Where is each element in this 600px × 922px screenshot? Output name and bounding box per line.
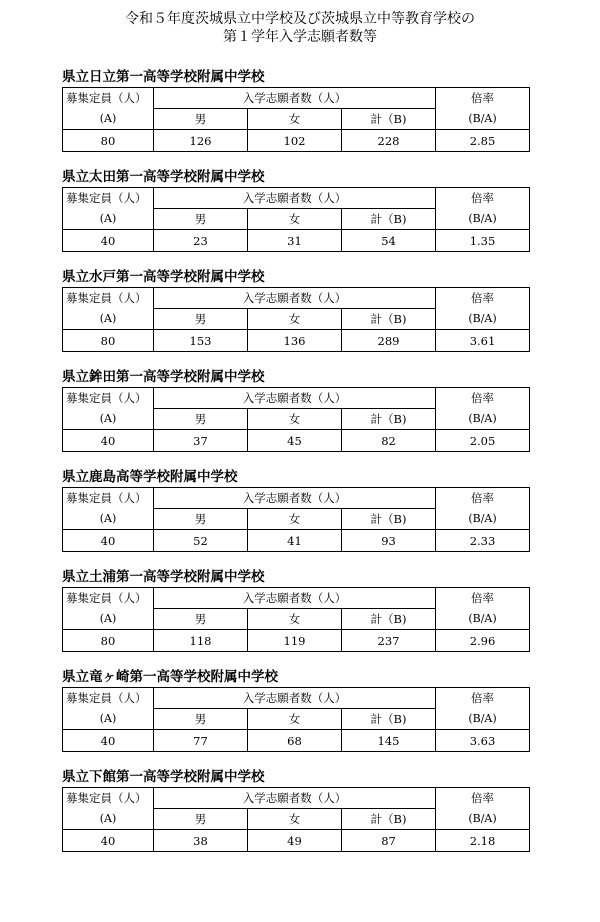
applicants-table xyxy=(62,787,530,852)
header-row xyxy=(63,188,530,209)
applicants-header: 入学志願者数（人） xyxy=(154,388,436,409)
school-name: 県立鹿島高等学校附属中学校 xyxy=(62,469,238,485)
ratio-value: 3.61 xyxy=(436,330,530,352)
male-value: 52 xyxy=(154,530,248,552)
ratio-header: 倍率 xyxy=(436,388,530,409)
total-value: 289 xyxy=(342,330,436,352)
table-row xyxy=(63,730,530,752)
male-value: 77 xyxy=(154,730,248,752)
quota-header: 募集定員（人） xyxy=(63,388,154,409)
ratio-value: 3.63 xyxy=(436,730,530,752)
quota-value: 40 xyxy=(63,730,154,752)
male-header: 男 xyxy=(154,109,248,130)
applicants-table xyxy=(62,687,530,752)
applicants-table xyxy=(62,387,530,452)
quota-value: 40 xyxy=(63,830,154,852)
quota-value: 40 xyxy=(63,430,154,452)
applicants-table xyxy=(62,87,530,152)
applicants-header: 入学志願者数（人） xyxy=(154,788,436,809)
header-row xyxy=(63,288,530,309)
male-header: 男 xyxy=(154,309,248,330)
ratio-subheader: (B/A) xyxy=(436,809,530,830)
ratio-value: 2.85 xyxy=(436,130,530,152)
school-section xyxy=(62,468,542,552)
applicants-header: 入学志願者数（人） xyxy=(154,688,436,709)
table-row xyxy=(63,230,530,252)
school-name: 県立竜ヶ崎第一高等学校附属中学校 xyxy=(62,669,278,685)
school-name: 県立鉾田第一高等学校附属中学校 xyxy=(62,369,265,385)
subheader-row xyxy=(63,809,530,830)
subheader-row xyxy=(63,209,530,230)
ratio-subheader: (B/A) xyxy=(436,209,530,230)
ratio-value: 2.18 xyxy=(436,830,530,852)
header-row xyxy=(63,488,530,509)
male-value: 153 xyxy=(154,330,248,352)
quota-subheader: (A) xyxy=(63,209,154,230)
quota-header: 募集定員（人） xyxy=(63,688,154,709)
quota-value: 40 xyxy=(63,530,154,552)
total-header: 計（B) xyxy=(342,609,436,630)
header-row xyxy=(63,588,530,609)
male-value: 23 xyxy=(154,230,248,252)
total-value: 145 xyxy=(342,730,436,752)
female-header: 女 xyxy=(248,709,342,730)
school-name: 県立太田第一高等学校附属中学校 xyxy=(62,169,265,185)
male-header: 男 xyxy=(154,409,248,430)
applicants-table xyxy=(62,487,530,552)
female-value: 68 xyxy=(248,730,342,752)
quota-subheader: (A) xyxy=(63,809,154,830)
male-value: 126 xyxy=(154,130,248,152)
school-name: 県立下館第一高等学校附属中学校 xyxy=(62,769,265,785)
applicants-header: 入学志願者数（人） xyxy=(154,188,436,209)
applicants-table xyxy=(62,287,530,352)
ratio-header: 倍率 xyxy=(436,788,530,809)
applicants-table xyxy=(62,187,530,252)
female-header: 女 xyxy=(248,509,342,530)
ratio-subheader: (B/A) xyxy=(436,509,530,530)
total-value: 237 xyxy=(342,630,436,652)
total-value: 93 xyxy=(342,530,436,552)
applicants-header: 入学志願者数（人） xyxy=(154,488,436,509)
subheader-row xyxy=(63,309,530,330)
header-row xyxy=(63,388,530,409)
school-section xyxy=(62,368,542,452)
subheader-row xyxy=(63,509,530,530)
applicants-header: 入学志願者数（人） xyxy=(154,588,436,609)
quota-subheader: (A) xyxy=(63,609,154,630)
male-header: 男 xyxy=(154,709,248,730)
ratio-header: 倍率 xyxy=(436,88,530,109)
subheader-row xyxy=(63,609,530,630)
ratio-header: 倍率 xyxy=(436,288,530,309)
school-section xyxy=(62,168,542,252)
total-header: 計（B) xyxy=(342,309,436,330)
total-header: 計（B) xyxy=(342,209,436,230)
quota-subheader: (A) xyxy=(63,109,154,130)
male-value: 118 xyxy=(154,630,248,652)
table-row xyxy=(63,130,530,152)
quota-subheader: (A) xyxy=(63,309,154,330)
female-value: 102 xyxy=(248,130,342,152)
table-row xyxy=(63,830,530,852)
female-header: 女 xyxy=(248,209,342,230)
quota-header: 募集定員（人） xyxy=(63,588,154,609)
male-header: 男 xyxy=(154,609,248,630)
female-header: 女 xyxy=(248,109,342,130)
school-section xyxy=(62,768,542,852)
total-header: 計（B) xyxy=(342,809,436,830)
male-value: 38 xyxy=(154,830,248,852)
total-value: 54 xyxy=(342,230,436,252)
subheader-row xyxy=(63,409,530,430)
table-row xyxy=(63,630,530,652)
male-header: 男 xyxy=(154,509,248,530)
female-header: 女 xyxy=(248,809,342,830)
quota-value: 40 xyxy=(63,230,154,252)
female-header: 女 xyxy=(248,309,342,330)
ratio-subheader: (B/A) xyxy=(436,709,530,730)
female-value: 41 xyxy=(248,530,342,552)
female-value: 31 xyxy=(248,230,342,252)
ratio-header: 倍率 xyxy=(436,188,530,209)
ratio-value: 2.33 xyxy=(436,530,530,552)
applicants-header: 入学志願者数（人） xyxy=(154,88,436,109)
total-header: 計（B) xyxy=(342,509,436,530)
total-value: 82 xyxy=(342,430,436,452)
quota-value: 80 xyxy=(63,130,154,152)
applicants-header: 入学志願者数（人） xyxy=(154,288,436,309)
quota-header: 募集定員（人） xyxy=(63,88,154,109)
total-value: 228 xyxy=(342,130,436,152)
header-row xyxy=(63,688,530,709)
school-name: 県立水戸第一高等学校附属中学校 xyxy=(62,269,265,285)
school-name: 県立土浦第一高等学校附属中学校 xyxy=(62,569,265,585)
female-header: 女 xyxy=(248,609,342,630)
ratio-subheader: (B/A) xyxy=(436,309,530,330)
ratio-subheader: (B/A) xyxy=(436,409,530,430)
total-header: 計（B) xyxy=(342,709,436,730)
document-title xyxy=(0,10,600,46)
female-value: 49 xyxy=(248,830,342,852)
female-value: 136 xyxy=(248,330,342,352)
school-section xyxy=(62,268,542,352)
quota-value: 80 xyxy=(63,330,154,352)
quota-header: 募集定員（人） xyxy=(63,788,154,809)
quota-subheader: (A) xyxy=(63,409,154,430)
title-line-2: 第１学年入学志願者数等 xyxy=(223,29,377,45)
female-header: 女 xyxy=(248,409,342,430)
quota-subheader: (A) xyxy=(63,509,154,530)
ratio-header: 倍率 xyxy=(436,688,530,709)
female-value: 45 xyxy=(248,430,342,452)
ratio-value: 2.05 xyxy=(436,430,530,452)
school-name: 県立日立第一高等学校附属中学校 xyxy=(62,69,265,85)
quota-header: 募集定員（人） xyxy=(63,488,154,509)
ratio-subheader: (B/A) xyxy=(436,609,530,630)
quota-header: 募集定員（人） xyxy=(63,288,154,309)
school-section xyxy=(62,668,542,752)
male-value: 37 xyxy=(154,430,248,452)
table-row xyxy=(63,430,530,452)
quota-value: 80 xyxy=(63,630,154,652)
header-row xyxy=(63,788,530,809)
total-value: 87 xyxy=(342,830,436,852)
quota-header: 募集定員（人） xyxy=(63,188,154,209)
ratio-subheader: (B/A) xyxy=(436,109,530,130)
subheader-row xyxy=(63,109,530,130)
male-header: 男 xyxy=(154,809,248,830)
female-value: 119 xyxy=(248,630,342,652)
quota-subheader: (A) xyxy=(63,709,154,730)
table-row xyxy=(63,530,530,552)
ratio-header: 倍率 xyxy=(436,588,530,609)
ratio-value: 1.35 xyxy=(436,230,530,252)
total-header: 計（B) xyxy=(342,109,436,130)
school-section xyxy=(62,568,542,652)
male-header: 男 xyxy=(154,209,248,230)
ratio-header: 倍率 xyxy=(436,488,530,509)
school-section xyxy=(62,68,542,152)
ratio-value: 2.96 xyxy=(436,630,530,652)
applicants-table xyxy=(62,587,530,652)
subheader-row xyxy=(63,709,530,730)
total-header: 計（B) xyxy=(342,409,436,430)
header-row xyxy=(63,88,530,109)
title-line-1: 令和５年度茨城県立中学校及び茨城県立中等教育学校の xyxy=(125,11,475,27)
table-row xyxy=(63,330,530,352)
